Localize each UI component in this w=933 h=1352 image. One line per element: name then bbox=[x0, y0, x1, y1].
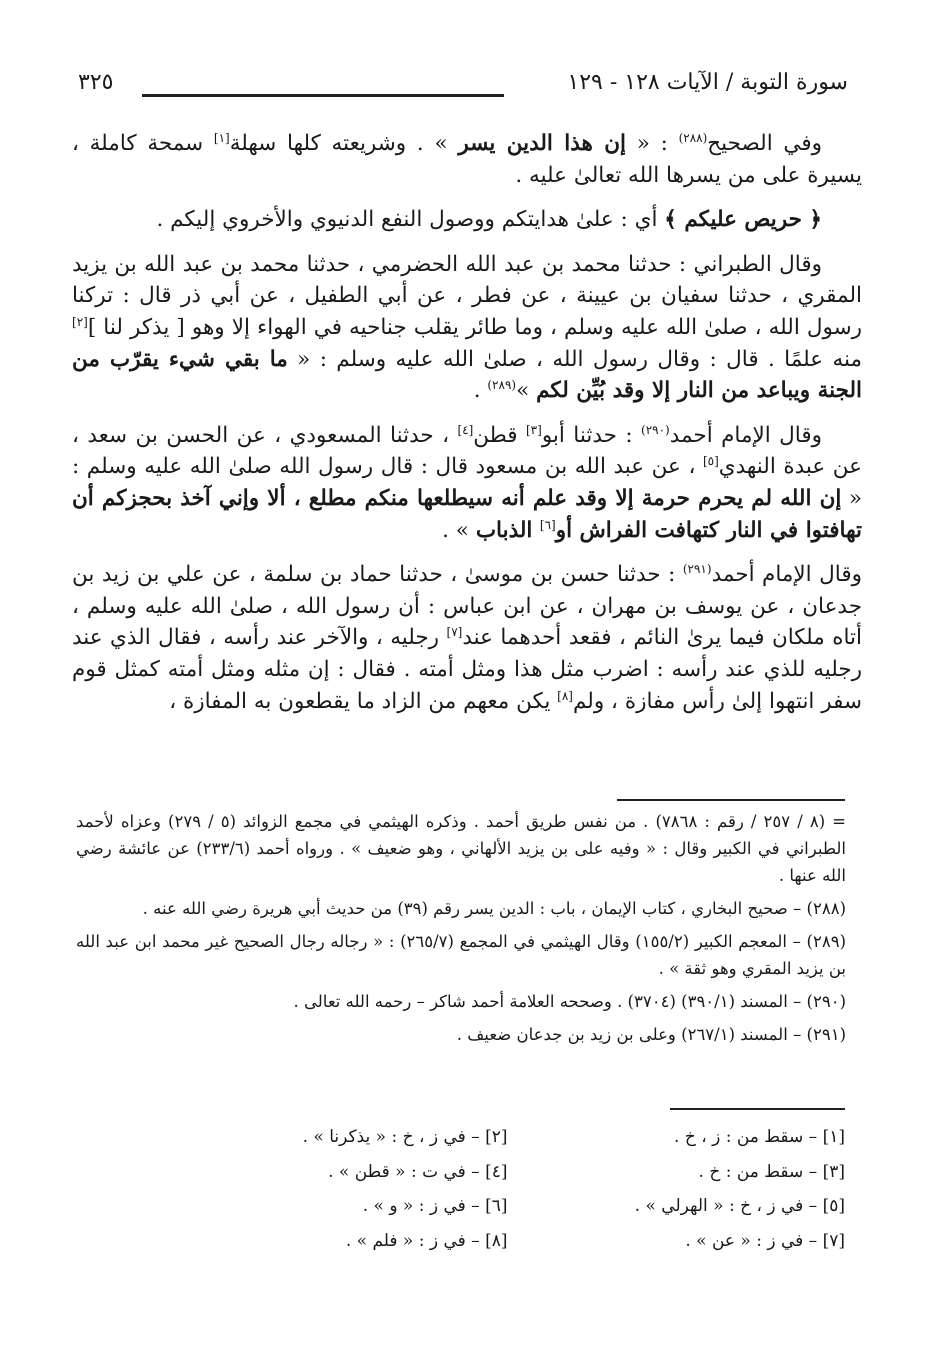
text-run: وقال الإمام أحمد bbox=[711, 562, 862, 588]
text-run: رجليه ، والآخر عند رأسه ، فقال الذي عند رجليه للذي عند رأسه : اضرب مثل هذا ومثل أمته . فقال : إن مثله ومثل أمته كمثل قوم سفر انتهوا إلىٰ رأس مفازة ، ولم bbox=[72, 625, 862, 714]
text-run: منه علمًا . قال : وقال رسول الله ، صلىٰ الله عليه وسلم : « bbox=[287, 346, 862, 372]
text-run: أي : علىٰ هدايتكم ووصول النفع الدنيوي والأخروي إليكم . bbox=[156, 207, 665, 233]
paragraph-verse-explanation bbox=[72, 204, 862, 236]
text-run: » . وشريعته كلها سهلة bbox=[229, 131, 459, 156]
variant-ref: [٦] bbox=[539, 517, 556, 532]
text-run: سمحة كاملة ، يسيرة على من يسرها الله تعالىٰ عليه . bbox=[72, 131, 862, 188]
manuscript-variants bbox=[170, 1120, 845, 1258]
variant-ref: [٤] bbox=[457, 422, 474, 437]
variant-note-3: [٣] – سقط من : خ . bbox=[698, 1161, 845, 1182]
variant-ref: [٥] bbox=[702, 454, 719, 469]
paragraph-ahmad-290 bbox=[72, 420, 862, 546]
hadith-quote: الذباب bbox=[475, 517, 540, 543]
variant-note-4: [٤] – في ت : « قطن » . bbox=[328, 1161, 508, 1182]
main-text bbox=[72, 128, 862, 717]
footnote-290: (٢٩٠) – المسند (٣٩٠/١) (٣٧٠٤) . وصححه العلامة أحمد شاكر – رحمه الله تعالى . bbox=[293, 992, 846, 1011]
variants-row bbox=[170, 1120, 845, 1155]
footnote-ref: (٢٨٩) bbox=[487, 378, 517, 392]
text-run: : حدثنا حسن بن موسىٰ ، حدثنا حماد بن سلمة ، عن علي بن زيد بن جدعان ، عن يوسف بن مهران ، عن ابن عباس : أن رسول الله ، صلىٰ الله عليه وسلم ، أتاه ملكان فيما يرىٰ النائم ، فقعد أحدهما عند bbox=[72, 562, 863, 651]
variant-note-7: [٧] – في ز : « عن » . bbox=[685, 1230, 845, 1251]
variant-note-1: [١] – سقط من : ز ، خ . bbox=[674, 1127, 845, 1147]
variant-note-8: [٨] – في ز : « فلم » . bbox=[345, 1230, 508, 1251]
text-run: : حدثنا أبو bbox=[541, 422, 641, 448]
hadith-quote: ما بقي شيء يقرّب من الجنة ويباعد من النار إلا وقد بُيِّن لكم bbox=[72, 346, 862, 404]
variant-note-5: [٥] – في ز ، خ : « الهرلي » . bbox=[634, 1196, 845, 1216]
footnote-continuation: = (٨ / ٢٥٧ / رقم : ٧٨٦٨) . من نفس طريق أحمد . وذكره الهيثمي في مجمع الزوائد (٥ / ٢٧٩) وعزاه لأحمد الطبراني في الكبير وقال : « وفيه على بن يزيد الألهاني ، وهو ضعيف » . ورواه أحمد (٢٣٣/٦) عن عائشة رضي الله عنها . bbox=[76, 812, 847, 885]
text-run: وقال الإمام أحمد bbox=[669, 422, 822, 448]
paragraph-tabarani bbox=[72, 249, 862, 407]
footnotes bbox=[76, 808, 846, 1054]
running-title: سورة التوبة / الآيات ١٢٨ - ١٢٩ bbox=[567, 70, 848, 95]
variants-row bbox=[170, 1155, 845, 1190]
footnote-ref: (٢٩١) bbox=[682, 561, 712, 576]
variant-ref: [٧] bbox=[446, 625, 463, 640]
variant-note-2: [٢] – في ز ، خ : « يذكرنا » . bbox=[302, 1127, 508, 1147]
hadith-quote: إن هذا الدين يسر bbox=[458, 131, 626, 156]
footnote-separator bbox=[617, 799, 845, 801]
footnote-289: (٢٨٩) – المعجم الكبير (١٥٥/٢) وقال الهيثمي في المجمع (٢٦٥/٧) : « رجاله رجال الصحيح غير محمد ابن عبد الله بن يزيد المقري وهو ثقة » . bbox=[76, 932, 846, 978]
text-run: . bbox=[473, 378, 488, 404]
quranic-phrase: ﴿ حريص عليكم ﴾ bbox=[664, 207, 822, 233]
variant-note-6: [٦] – في ز : « و » . bbox=[362, 1196, 508, 1216]
paragraph-sahih bbox=[72, 128, 862, 191]
variants-row bbox=[170, 1224, 845, 1259]
text-run: وفي الصحيح bbox=[707, 131, 822, 156]
variant-ref: [٢] bbox=[72, 314, 88, 329]
variants-separator bbox=[670, 1108, 845, 1110]
text-run: ، عن عبد الله بن مسعود قال : قال رسول الله صلىٰ الله عليه وسلم : « bbox=[72, 454, 862, 511]
text-run: » bbox=[516, 378, 537, 404]
page-number: ٣٢٥ bbox=[78, 70, 114, 95]
variant-ref: [٨] bbox=[557, 688, 573, 703]
text-run: يكن معهم من الزاد ما يقطعون به المفازة ، bbox=[169, 688, 558, 714]
footnote-291: (٢٩١) – المسند (٢٦٧/١) وعلى بن زيد بن جدعان ضعيف . bbox=[456, 1025, 846, 1044]
variants-row bbox=[170, 1189, 845, 1224]
hadith-quote: إن الله لم يحرم حرمة إلا وقد علم أنه سيطلعها منكم مطلع ، ألا وإني آخذ بحجزكم أن تهافتوا في النار كتهافت الفراش أو bbox=[72, 485, 862, 543]
variant-ref: [١] bbox=[213, 130, 230, 145]
header-rule bbox=[142, 94, 504, 97]
text-run: قطن bbox=[473, 422, 526, 448]
text-run: : « bbox=[626, 131, 679, 156]
text-run: » . bbox=[442, 517, 476, 543]
footnote-288: (٢٨٨) – صحيح البخاري ، كتاب الإيمان ، باب : الدين يسر رقم (٣٩) من حديث أبي هريرة رضي الله عنه . bbox=[142, 899, 846, 918]
variant-ref: [٣] bbox=[525, 422, 542, 437]
text-run: وقال الطبراني : حدثنا محمد بن عبد الله الحضرمي ، حدثنا محمد بن عبد الله بن يزيد المقري ، حدثنا سفيان بن عيينة ، عن فطر ، عن أبي الطفيل ، عن أبي ذر قال : تركنا رسول الله ، صلىٰ الله عليه وسلم ، وما طائر يقلب جناحيه في الهواء إلا وهو [ يذكر لنا ] bbox=[72, 251, 862, 340]
text-run: ، حدثنا المسعودي ، عن الحسن بن سعد ، عن عبدة النهدي bbox=[72, 422, 863, 480]
page-header bbox=[78, 66, 848, 106]
footnote-ref: (٢٨٨) bbox=[678, 130, 708, 145]
footnote-ref: (٢٩٠) bbox=[641, 422, 670, 437]
paragraph-ahmad-291 bbox=[72, 559, 862, 717]
